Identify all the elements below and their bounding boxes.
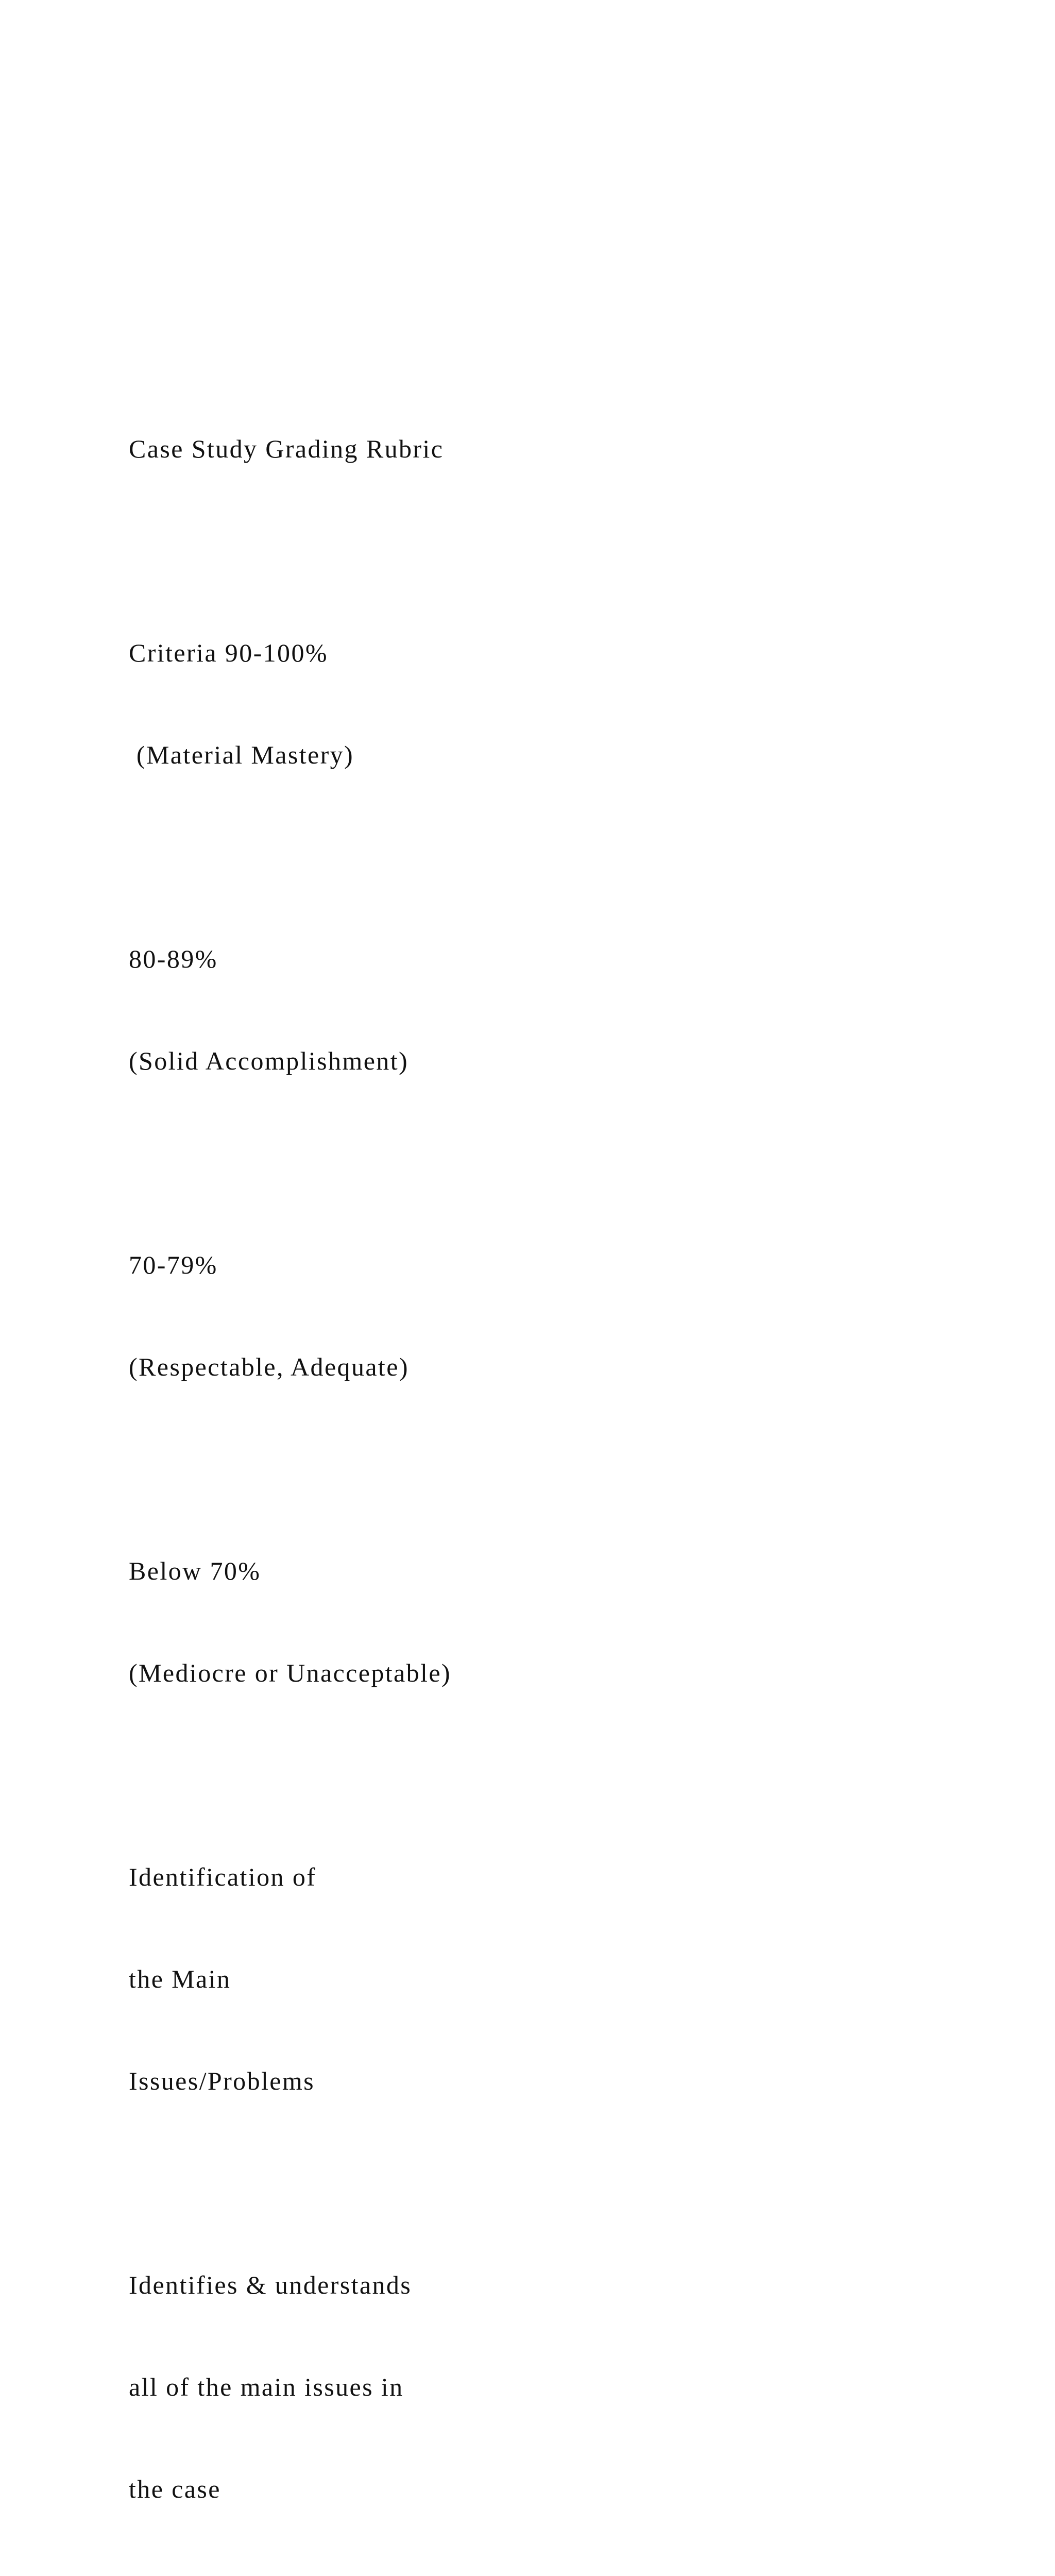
text-line: the case: [129, 2475, 221, 2503]
document-body: [129, 364, 953, 2576]
range-below-70-paragraph: [129, 1486, 953, 1758]
text-line: Case Study Grading Rubric: [129, 434, 444, 463]
text-line: (Solid Accomplishment): [129, 1046, 409, 1075]
text-line: all of the main issues in: [129, 2372, 404, 2401]
text-line: Identifies & understands: [129, 2270, 412, 2299]
text-line: (Mediocre or Unacceptable): [129, 1658, 451, 1687]
text-line: Below 70%: [129, 1556, 261, 1585]
text-line: Issues/Problems: [129, 2066, 315, 2095]
text-line: Identification of: [129, 1862, 317, 1891]
mastery-description-paragraph: [129, 2200, 953, 2574]
text-line: (Respectable, Adequate): [129, 1352, 409, 1381]
text-line: Criteria 90-100%: [129, 638, 328, 667]
text-line: 80-89%: [129, 944, 218, 973]
document-title: [129, 364, 953, 534]
text-line: (Material Mastery): [129, 740, 354, 769]
text-line: the Main: [129, 1964, 231, 1993]
range-70-79-paragraph: [129, 1180, 953, 1452]
range-80-89-paragraph: [129, 874, 953, 1146]
text-line: 70-79%: [129, 1250, 218, 1279]
criteria-header-paragraph: [129, 568, 953, 840]
criterion-identification-paragraph: [129, 1792, 953, 2166]
